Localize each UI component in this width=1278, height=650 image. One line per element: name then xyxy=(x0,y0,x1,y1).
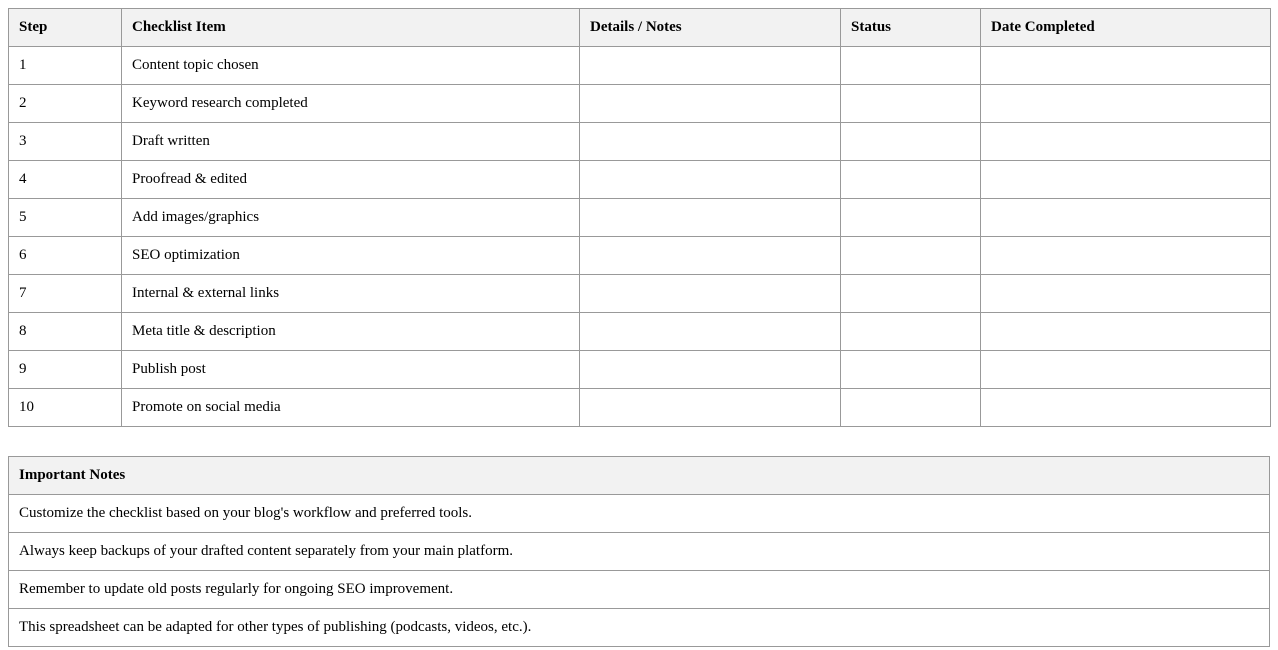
status-cell[interactable] xyxy=(841,85,981,123)
status-cell[interactable] xyxy=(841,199,981,237)
details-notes-cell[interactable] xyxy=(580,199,841,237)
status-cell[interactable] xyxy=(841,47,981,85)
table-row xyxy=(9,275,1271,313)
details-notes-cell[interactable] xyxy=(580,237,841,275)
status-cell[interactable] xyxy=(841,161,981,199)
date-completed-cell[interactable] xyxy=(981,351,1271,389)
step-cell[interactable]: 3 xyxy=(9,123,122,161)
status-cell[interactable] xyxy=(841,351,981,389)
step-cell[interactable]: 6 xyxy=(9,237,122,275)
checklist-item-cell[interactable]: Meta title & description xyxy=(122,313,580,351)
checklist-item-cell[interactable]: Content topic chosen xyxy=(122,47,580,85)
table-row xyxy=(9,313,1271,351)
table-row xyxy=(9,161,1271,199)
status-cell[interactable] xyxy=(841,275,981,313)
details-notes-cell[interactable] xyxy=(580,275,841,313)
note-row xyxy=(9,609,1270,647)
date-completed-cell[interactable] xyxy=(981,389,1271,427)
header-status[interactable]: Status xyxy=(841,9,981,47)
step-cell[interactable]: 7 xyxy=(9,275,122,313)
table-row xyxy=(9,237,1271,275)
table-row xyxy=(9,389,1271,427)
note-row xyxy=(9,571,1270,609)
header-step[interactable]: Step xyxy=(9,9,122,47)
step-cell[interactable]: 10 xyxy=(9,389,122,427)
note-cell[interactable]: This spreadsheet can be adapted for other types of publishing (podcasts, videos, etc.). xyxy=(9,609,1270,647)
checklist-table xyxy=(8,8,1271,427)
step-cell[interactable]: 5 xyxy=(9,199,122,237)
table-row xyxy=(9,85,1271,123)
date-completed-cell[interactable] xyxy=(981,123,1271,161)
details-notes-cell[interactable] xyxy=(580,313,841,351)
details-notes-cell[interactable] xyxy=(580,389,841,427)
step-cell[interactable]: 9 xyxy=(9,351,122,389)
table-row xyxy=(9,47,1271,85)
note-row xyxy=(9,495,1270,533)
status-cell[interactable] xyxy=(841,389,981,427)
date-completed-cell[interactable] xyxy=(981,313,1271,351)
step-cell[interactable]: 1 xyxy=(9,47,122,85)
note-cell[interactable]: Always keep backups of your drafted content separately from your main platform. xyxy=(9,533,1270,571)
details-notes-cell[interactable] xyxy=(580,85,841,123)
note-row xyxy=(9,533,1270,571)
table-row xyxy=(9,199,1271,237)
step-cell[interactable]: 4 xyxy=(9,161,122,199)
date-completed-cell[interactable] xyxy=(981,275,1271,313)
step-cell[interactable]: 8 xyxy=(9,313,122,351)
date-completed-cell[interactable] xyxy=(981,47,1271,85)
details-notes-cell[interactable] xyxy=(580,123,841,161)
checklist-item-cell[interactable]: SEO optimization xyxy=(122,237,580,275)
table-row xyxy=(9,351,1271,389)
date-completed-cell[interactable] xyxy=(981,237,1271,275)
important-notes-header[interactable]: Important Notes xyxy=(9,457,1270,495)
checklist-item-cell[interactable]: Internal & external links xyxy=(122,275,580,313)
header-details-notes[interactable]: Details / Notes xyxy=(580,9,841,47)
table-row xyxy=(9,123,1271,161)
checklist-item-cell[interactable]: Publish post xyxy=(122,351,580,389)
details-notes-cell[interactable] xyxy=(580,47,841,85)
checklist-item-cell[interactable]: Proofread & edited xyxy=(122,161,580,199)
details-notes-cell[interactable] xyxy=(580,161,841,199)
header-date-completed[interactable]: Date Completed xyxy=(981,9,1271,47)
date-completed-cell[interactable] xyxy=(981,199,1271,237)
note-cell[interactable]: Remember to update old posts regularly for ongoing SEO improvement. xyxy=(9,571,1270,609)
status-cell[interactable] xyxy=(841,313,981,351)
step-cell[interactable]: 2 xyxy=(9,85,122,123)
note-cell[interactable]: Customize the checklist based on your blog's workflow and preferred tools. xyxy=(9,495,1270,533)
checklist-item-cell[interactable]: Add images/graphics xyxy=(122,199,580,237)
status-cell[interactable] xyxy=(841,123,981,161)
checklist-header-row xyxy=(9,9,1271,47)
details-notes-cell[interactable] xyxy=(580,351,841,389)
status-cell[interactable] xyxy=(841,237,981,275)
important-notes-table xyxy=(8,456,1270,647)
notes-header-row xyxy=(9,457,1270,495)
date-completed-cell[interactable] xyxy=(981,161,1271,199)
date-completed-cell[interactable] xyxy=(981,85,1271,123)
header-checklist-item[interactable]: Checklist Item xyxy=(122,9,580,47)
checklist-item-cell[interactable]: Promote on social media xyxy=(122,389,580,427)
checklist-item-cell[interactable]: Draft written xyxy=(122,123,580,161)
checklist-item-cell[interactable]: Keyword research completed xyxy=(122,85,580,123)
